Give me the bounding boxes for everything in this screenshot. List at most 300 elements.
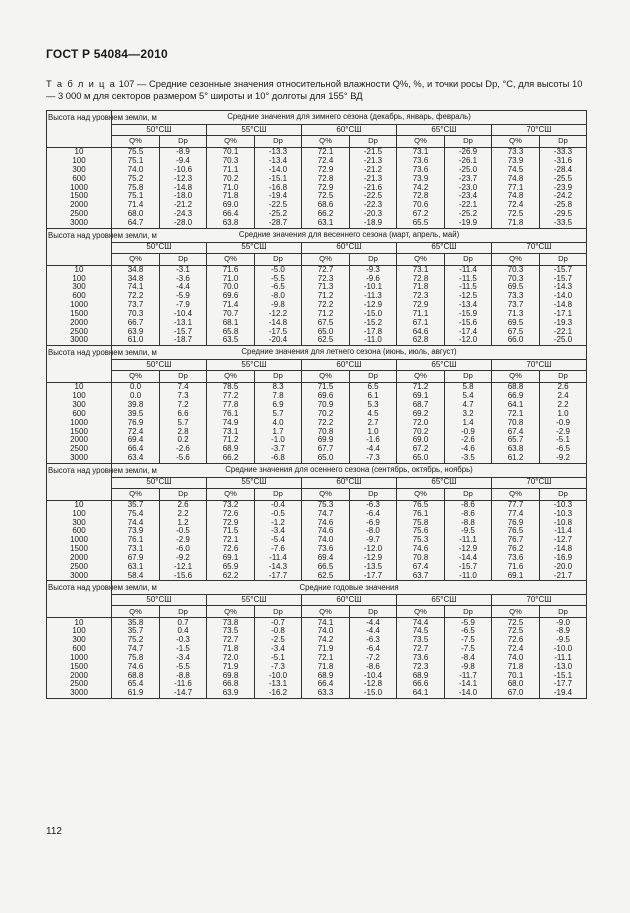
dewpoint-cell: -23.0 [445,183,492,192]
dewpoint-cell: -19.4 [540,689,587,698]
dewpoint-symbol: Dp [368,253,378,263]
humidity-cell: 77.4 [492,510,540,519]
dewpoint-cell: -23.9 [540,183,587,192]
dewpoint-cell: -2.5 [255,636,302,645]
humidity-cell: 73.6 [397,157,445,166]
dewpoint-cell: 5.8 [445,383,492,392]
height-column-label: Высота над уровнем земли, м [47,463,112,500]
humidity-cell: 68.0 [492,680,540,689]
humidity-cell: 65.0 [302,328,350,337]
table-row [47,219,587,228]
dewpoint-header [255,488,302,500]
latitude-zone-header: 70°СШ [492,360,587,371]
caption-label: Т а б л и ц а [46,78,117,89]
dewpoint-cell: 6.1 [350,392,397,401]
humidity-cell: 75.5 [112,148,160,157]
dewpoint-cell: -11.1 [445,536,492,545]
latitude-zone-header: 50°СШ [112,125,207,136]
dewpoint-cell: 6.5 [350,383,397,392]
humidity-cell: 72.6 [207,545,255,554]
humidity-symbol: Q% [509,371,522,381]
dewpoint-cell: -19.9 [445,219,492,228]
humidity-cell: 72.0 [397,419,445,428]
dewpoint-cell: -7.6 [255,545,302,554]
humidity-cell: 77.8 [207,401,255,410]
section-header-row [47,463,587,477]
latitude-zone-header: 70°СШ [492,125,587,136]
humidity-cell: 65.8 [207,328,255,337]
dewpoint-cell: -14.8 [540,301,587,310]
dewpoint-cell: -14.7 [160,689,207,698]
zone-header-row [47,360,587,371]
humidity-cell: 61.2 [492,454,540,463]
humidity-cell: 65.5 [397,219,445,228]
dewpoint-cell: -11.4 [540,527,587,536]
dewpoint-cell: -11.3 [350,292,397,301]
humidity-cell: 68.8 [492,383,540,392]
height-cell: 600 [47,645,112,654]
latitude-zone-header: 55°СШ [207,242,302,253]
height-cell: 10 [47,500,112,509]
dewpoint-cell: -14.3 [255,563,302,572]
section-title: Средние значения для летнего сезона (июнь, июль, август) [112,346,587,360]
dewpoint-symbol: Dp [178,371,188,381]
dewpoint-cell: -28.7 [255,219,302,228]
dewpoint-cell: -12.1 [160,563,207,572]
dewpoint-cell: -8.0 [255,292,302,301]
humidity-cell: 70.0 [207,283,255,292]
humidity-cell: 76.7 [492,536,540,545]
humidity-cell: 62.5 [302,336,350,345]
humidity-cell: 75.8 [112,183,160,192]
dewpoint-cell: -19.3 [540,319,587,328]
humidity-cell: 74.4 [397,618,445,627]
dewpoint-cell: -25.5 [540,175,587,184]
dewpoint-header [445,488,492,500]
humidity-cell: 74.6 [302,527,350,536]
humidity-cell: 72.5 [492,210,540,219]
humidity-symbol: Q% [509,136,522,146]
dewpoint-cell: -25.0 [445,166,492,175]
humidity-header [112,136,160,148]
humidity-cell: 71.5 [302,383,350,392]
height-cell: 2500 [47,210,112,219]
dewpoint-cell: -14.4 [445,554,492,563]
humidity-header [112,606,160,618]
humidity-cell: 66.4 [302,680,350,689]
humidity-cell: 70.2 [207,175,255,184]
dewpoint-symbol: Dp [558,253,568,263]
humidity-cell: 70.3 [492,274,540,283]
dewpoint-symbol: Dp [273,253,283,263]
humidity-cell: 71.1 [397,310,445,319]
humidity-cell: 34.8 [112,274,160,283]
humidity-cell: 69.0 [397,436,445,445]
dewpoint-cell: -0.9 [540,419,587,428]
height-cell: 100 [47,627,112,636]
humidity-cell: 71.8 [492,219,540,228]
humidity-cell: 72.8 [397,274,445,283]
dewpoint-cell: -18.0 [160,192,207,201]
humidity-cell: 76.5 [492,527,540,536]
humidity-header [302,488,350,500]
dewpoint-cell: -28.0 [160,219,207,228]
humidity-cell: 70.1 [492,671,540,680]
dewpoint-cell: 5.4 [445,392,492,401]
humidity-cell: 75.8 [397,518,445,527]
dewpoint-cell: -10.0 [540,645,587,654]
humidity-cell: 66.6 [397,680,445,689]
dewpoint-cell: -24.2 [540,192,587,201]
humidity-cell: 67.2 [397,445,445,454]
humidity-header [112,253,160,265]
humidity-cell: 63.5 [207,336,255,345]
dewpoint-cell: -3.4 [160,654,207,663]
dewpoint-cell: -8.0 [350,527,397,536]
dewpoint-symbol: Dp [368,606,378,616]
humidity-cell: 63.8 [492,445,540,454]
humidity-header [207,606,255,618]
humidity-cell: 72.7 [302,265,350,274]
humidity-cell: 74.4 [112,518,160,527]
humidity-cell: 58.4 [112,572,160,581]
dewpoint-cell: -15.6 [445,319,492,328]
dewpoint-symbol: Dp [273,136,283,146]
section-title: Средние значения для осеннего сезона (сентябрь, октябрь, ноябрь) [112,463,587,477]
humidity-cell: 69.1 [492,572,540,581]
humidity-cell: 66.2 [207,454,255,463]
height-cell: 300 [47,401,112,410]
dewpoint-cell: -7.2 [350,654,397,663]
humidity-cell: 76.1 [112,536,160,545]
humidity-cell: 76.9 [112,419,160,428]
humidity-cell: 71.8 [492,663,540,672]
height-cell: 1500 [47,427,112,436]
humidity-cell: 72.3 [302,274,350,283]
dewpoint-cell: -15.2 [350,319,397,328]
zone-header-row [47,125,587,136]
latitude-zone-header: 70°СШ [492,477,587,488]
dewpoint-cell: -10.3 [540,510,587,519]
dewpoint-cell: -26.1 [445,157,492,166]
dewpoint-cell: -12.0 [445,336,492,345]
dewpoint-symbol: Dp [368,371,378,381]
humidity-cell: 69.4 [112,436,160,445]
humidity-cell: 75.3 [397,536,445,545]
dewpoint-header [255,136,302,148]
humidity-cell: 64.7 [112,219,160,228]
dewpoint-cell: -6.4 [350,510,397,519]
humidity-header [207,136,255,148]
humidity-header [397,606,445,618]
dewpoint-symbol: Dp [463,136,473,146]
humidity-cell: 66.4 [207,210,255,219]
latitude-zone-header: 50°СШ [112,595,207,606]
humidity-header [302,136,350,148]
humidity-cell: 74.9 [207,419,255,428]
humidity-cell: 68.9 [302,671,350,680]
humidity-cell: 63.1 [112,563,160,572]
height-cell: 100 [47,392,112,401]
height-cell: 2500 [47,563,112,572]
dewpoint-cell: -20.4 [255,336,302,345]
latitude-zone-header: 70°СШ [492,595,587,606]
humidity-cell: 76.5 [397,500,445,509]
dewpoint-cell: -15.7 [160,328,207,337]
dewpoint-cell: -16.9 [540,554,587,563]
humidity-symbol: Q% [224,488,237,498]
humidity-cell: 77.2 [207,392,255,401]
section-title: Средние годовые значения [112,581,587,595]
dewpoint-header [445,136,492,148]
dewpoint-cell: -10.4 [350,671,397,680]
dewpoint-cell: -21.7 [540,572,587,581]
dewpoint-cell: -16.8 [255,183,302,192]
dewpoint-cell: -31.6 [540,157,587,166]
dewpoint-cell: -2.9 [160,536,207,545]
humidity-cell: 74.6 [302,518,350,527]
dewpoint-symbol: Dp [178,136,188,146]
humidity-cell: 39.8 [112,401,160,410]
humidity-cell: 70.8 [302,427,350,436]
zone-header-row [47,477,587,488]
humidity-cell: 72.2 [302,301,350,310]
dewpoint-cell: -2.6 [445,436,492,445]
dewpoint-cell: -9.5 [540,636,587,645]
humidity-cell: 65.9 [207,563,255,572]
humidity-symbol: Q% [129,136,142,146]
humidity-cell: 71.9 [207,663,255,672]
dewpoint-cell: -17.1 [540,310,587,319]
dewpoint-cell: -21.6 [350,183,397,192]
dewpoint-cell: -11.4 [445,265,492,274]
dewpoint-cell: 6.9 [255,401,302,410]
dewpoint-cell: -4.4 [350,618,397,627]
humidity-cell: 71.0 [207,274,255,283]
dewpoint-cell: -11.7 [445,671,492,680]
humidity-cell: 68.8 [112,671,160,680]
humidity-cell: 62.2 [207,572,255,581]
height-cell: 10 [47,148,112,157]
humidity-cell: 66.2 [302,210,350,219]
humidity-cell: 73.8 [207,618,255,627]
humidity-cell: 77.1 [492,183,540,192]
dewpoint-cell: -12.9 [445,545,492,554]
dewpoint-cell: -8.6 [445,510,492,519]
dewpoint-cell: -1.6 [350,436,397,445]
section-title: Средние значения для весеннего сезона (март, апрель, май) [112,228,587,242]
humidity-cell: 72.5 [492,627,540,636]
dewpoint-cell: -2.6 [160,445,207,454]
dewpoint-cell: -15.9 [445,310,492,319]
humidity-cell: 66.7 [112,319,160,328]
humidity-cell: 67.4 [492,427,540,436]
humidity-cell: 70.1 [207,148,255,157]
latitude-zone-header: 65°СШ [397,242,492,253]
dewpoint-cell: -22.5 [350,192,397,201]
humidity-cell: 71.0 [207,183,255,192]
height-cell: 10 [47,265,112,274]
humidity-cell: 72.2 [112,292,160,301]
dewpoint-cell: 2.2 [160,510,207,519]
dewpoint-header [160,488,207,500]
humidity-cell: 62.8 [397,336,445,345]
dewpoint-cell: -22.3 [350,201,397,210]
humidity-cell: 75.6 [397,527,445,536]
dewpoint-cell: -33.5 [540,219,587,228]
humidity-cell: 71.3 [492,310,540,319]
humidity-cell: 74.0 [492,654,540,663]
dewpoint-cell: 2.4 [540,392,587,401]
dewpoint-cell: -13.4 [255,157,302,166]
dewpoint-cell: -13.1 [160,319,207,328]
dewpoint-cell: -9.7 [350,536,397,545]
humidity-cell: 69.5 [492,319,540,328]
dewpoint-header [540,136,587,148]
humidity-cell: 34.8 [112,265,160,274]
humidity-cell: 72.4 [492,201,540,210]
humidity-cell: 72.4 [302,157,350,166]
humidity-symbol: Q% [129,606,142,616]
dewpoint-cell: -13.3 [255,148,302,157]
height-cell: 2000 [47,436,112,445]
humidity-cell: 69.9 [302,436,350,445]
humidity-cell: 68.9 [397,671,445,680]
dewpoint-header [160,253,207,265]
height-column-label: Высота над уровнем земли, м [47,228,112,265]
humidity-cell: 67.1 [397,319,445,328]
dewpoint-cell: -5.4 [255,536,302,545]
dewpoint-cell: -6.3 [350,500,397,509]
humidity-cell: 72.1 [492,410,540,419]
dewpoint-cell: -3.4 [255,527,302,536]
humidity-cell: 70.3 [207,157,255,166]
dewpoint-header [445,253,492,265]
humidity-cell: 35.7 [112,500,160,509]
page-number: 112 [46,826,62,837]
height-cell: 1500 [47,545,112,554]
humidity-header [112,371,160,383]
dewpoint-cell: -28.4 [540,166,587,175]
dewpoint-cell: -3.1 [160,265,207,274]
humidity-symbol: Q% [129,253,142,263]
humidity-cell: 74.0 [302,536,350,545]
dewpoint-cell: -15.0 [350,689,397,698]
dewpoint-cell: -13.4 [445,301,492,310]
dewpoint-cell: -6.8 [255,454,302,463]
humidity-cell: 35.8 [112,618,160,627]
dewpoint-cell: -22.5 [255,201,302,210]
humidity-cell: 75.2 [112,175,160,184]
height-cell: 2000 [47,319,112,328]
dewpoint-cell: 6.6 [160,410,207,419]
dewpoint-cell: -21.5 [350,148,397,157]
dewpoint-header [160,371,207,383]
dewpoint-cell: 1.4 [445,419,492,428]
parameter-header-row [47,606,587,618]
humidity-symbol: Q% [414,253,427,263]
height-cell: 100 [47,510,112,519]
humidity-header [302,253,350,265]
latitude-zone-header: 60°СШ [302,477,397,488]
latitude-zone-header: 65°СШ [397,595,492,606]
humidity-cell: 73.9 [492,157,540,166]
dewpoint-cell: 5.7 [255,410,302,419]
height-cell: 100 [47,274,112,283]
dewpoint-cell: -14.8 [255,319,302,328]
height-cell: 3000 [47,219,112,228]
height-cell: 10 [47,618,112,627]
height-column-label: Высота над уровнем земли, м [47,111,112,148]
humidity-cell: 68.1 [207,319,255,328]
dewpoint-cell: -8.9 [540,627,587,636]
humidity-cell: 66.5 [302,563,350,572]
section-header-row [47,346,587,360]
humidity-cell: 67.4 [397,563,445,572]
humidity-cell: 74.1 [302,618,350,627]
humidity-cell: 72.5 [302,192,350,201]
humidity-symbol: Q% [414,371,427,381]
dewpoint-symbol: Dp [178,606,188,616]
humidity-symbol: Q% [414,136,427,146]
dewpoint-cell: -8.9 [160,148,207,157]
dewpoint-cell: 0.4 [160,627,207,636]
section-header-row [47,111,587,125]
dewpoint-cell: -5.9 [445,618,492,627]
humidity-header [207,488,255,500]
humidity-cell: 74.8 [492,175,540,184]
humidity-symbol: Q% [319,488,332,498]
dewpoint-header [350,253,397,265]
humidity-cell: 69.8 [207,671,255,680]
humidity-cell: 74.8 [492,192,540,201]
humidity-cell: 75.1 [112,192,160,201]
dewpoint-cell: -9.3 [350,265,397,274]
dewpoint-cell: -22.1 [540,328,587,337]
dewpoint-cell: -26.9 [445,148,492,157]
dewpoint-cell: -14.8 [160,183,207,192]
dewpoint-cell: -25.2 [445,210,492,219]
humidity-cell: 63.9 [207,689,255,698]
humidity-cell: 69.2 [397,410,445,419]
humidity-header [302,606,350,618]
humidity-cell: 74.7 [302,510,350,519]
table-row [47,336,587,345]
humidity-symbol: Q% [319,371,332,381]
humidity-cell: 66.8 [207,680,255,689]
humidity-cell: 71.3 [302,283,350,292]
dewpoint-cell: -4.4 [350,627,397,636]
humidity-cell: 63.4 [112,454,160,463]
latitude-zone-header: 50°СШ [112,242,207,253]
humidity-cell: 70.3 [112,310,160,319]
height-cell: 1000 [47,536,112,545]
humidity-cell: 75.3 [302,500,350,509]
height-cell: 1500 [47,663,112,672]
humidity-cell: 73.1 [207,427,255,436]
humidity-cell: 73.9 [397,175,445,184]
dewpoint-cell: -9.6 [350,274,397,283]
dewpoint-cell: -11.1 [540,654,587,663]
dewpoint-cell: -8.6 [445,500,492,509]
dewpoint-cell: -13.5 [350,563,397,572]
dewpoint-header [540,253,587,265]
humidity-cell: 76.1 [397,510,445,519]
humidity-cell: 65.0 [302,454,350,463]
dewpoint-cell: -1.5 [160,645,207,654]
humidity-cell: 72.6 [492,636,540,645]
height-cell: 300 [47,283,112,292]
